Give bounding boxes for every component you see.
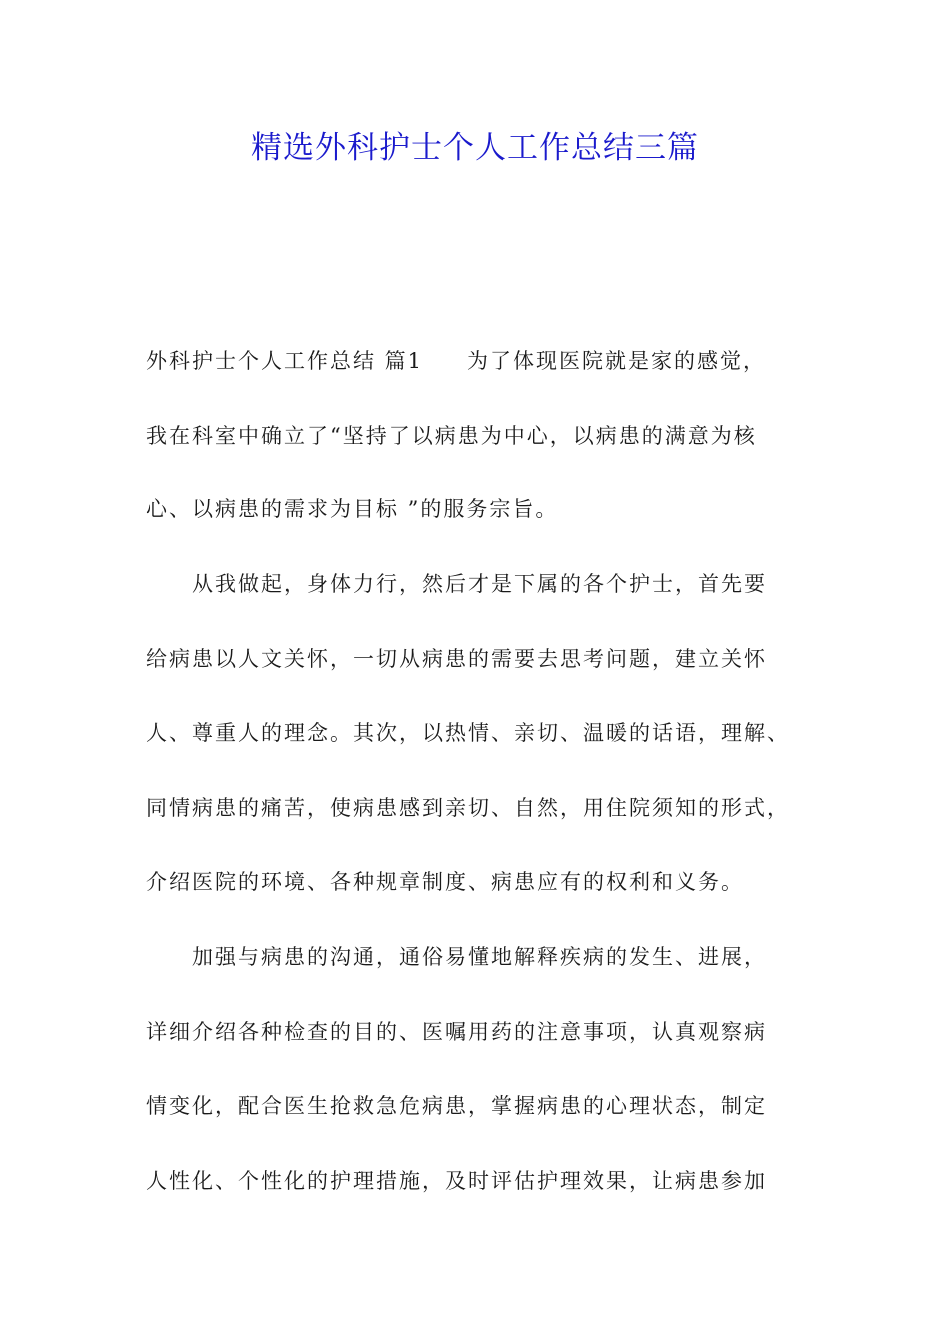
paragraph-line-4: 从我做起，身体力行，然后才是下属的各个护士，首先要: [192, 572, 767, 596]
section-heading: 外科护士个人工作总结 篇1: [146, 349, 424, 373]
paragraph-line-9: 加强与病患的沟通，通俗易懂地解释疾病的发生、进展，: [192, 945, 767, 969]
paragraph-line-10: 详细介绍各种检查的目的、医嘱用药的注意事项，认真观察病: [146, 1020, 767, 1044]
paragraph-line-5: 给病患以人文关怀，一切从病患的需要去思考问题，建立关怀: [146, 647, 767, 671]
paragraph-line-3: 心、以病患的需求为目标 ”的服务宗旨。: [146, 497, 559, 521]
paragraph-line-6: 人、尊重人的理念。其次，以热情、亲切、温暖的话语，理解、: [146, 721, 790, 745]
paragraph-line-8: 介绍医院的环境、各种规章制度、病患应有的权利和义务。: [146, 870, 744, 894]
document-title: 精选外科护士个人工作总结三篇: [251, 130, 699, 166]
paragraph-line-11: 情变化，配合医生抢救急危病患，掌握病患的心理状态，制定: [146, 1094, 767, 1118]
paragraph-line-7: 同情病患的痛苦，使病患感到亲切、自然，用住院须知的形式，: [146, 796, 790, 820]
paragraph-line-12: 人性化、个性化的护理措施，及时评估护理效果，让病患参加: [146, 1169, 767, 1193]
paragraph-line-1: [146, 346, 766, 376]
line-text: 为了体现医院就是家的感觉，: [467, 349, 767, 373]
paragraph-line-2: 我在科室中确立了“坚持了以病患为中心，以病患的满意为核: [146, 424, 757, 448]
